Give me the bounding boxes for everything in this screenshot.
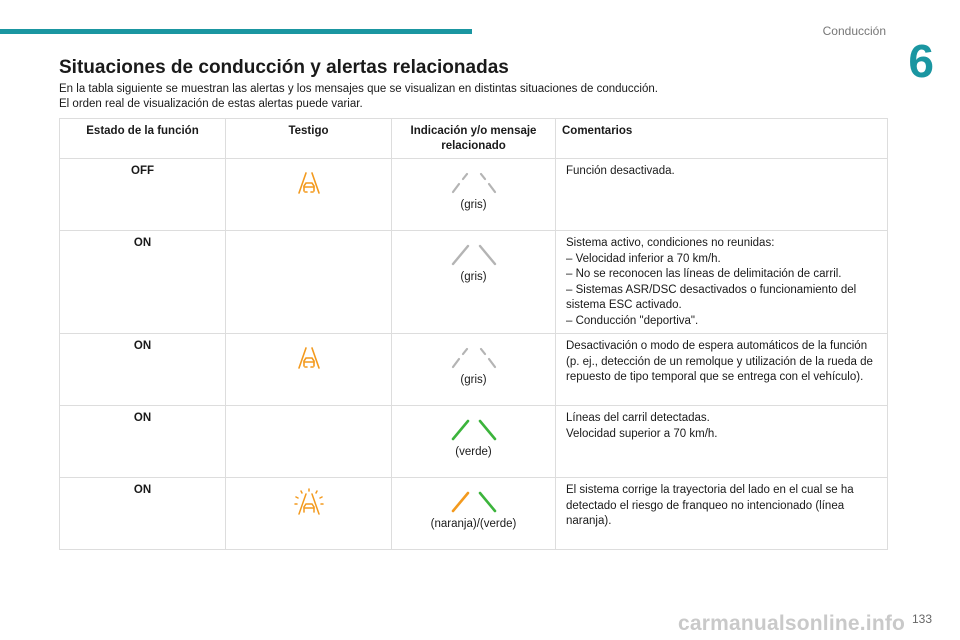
color-label: (gris): [460, 199, 487, 211]
lane-lines-green-icon: [444, 418, 504, 442]
table-row: [60, 231, 888, 334]
testigo-cell: [226, 406, 392, 478]
indicacion-cell: [392, 406, 556, 478]
header-comentarios: Comentarios: [556, 119, 888, 159]
testigo-cell: [226, 231, 392, 334]
color-label: (naranja)/(verde): [430, 518, 517, 530]
alerts-table: [59, 118, 888, 550]
table-row: [60, 159, 888, 231]
testigo-cell: [226, 478, 392, 550]
comment-line: Sistema activo, condiciones no reunidas:: [566, 237, 775, 249]
lane-warning-orange-icon: [295, 169, 323, 197]
table-row: [60, 406, 888, 478]
table-row: [60, 478, 888, 550]
page-title: Situaciones de conducción y alertas relacionadas: [59, 57, 509, 78]
color-label: (gris): [460, 374, 487, 386]
comment-line: El sistema corrige la trayectoria del lado en el cual se ha detectado el riesgo de franqueo no intencionado (línea naranja).: [566, 484, 854, 527]
comment-line: Líneas del carril detectadas.: [566, 412, 710, 424]
comentarios-cell: [556, 478, 888, 550]
comment-line: – Velocidad inferior a 70 km/h.: [566, 252, 721, 265]
estado-cell: ON: [60, 334, 226, 406]
estado-cell: OFF: [60, 159, 226, 231]
table-header-row: [60, 119, 888, 159]
color-label: (gris): [460, 271, 487, 283]
comment-line: – No se reconocen las líneas de delimitación de carril.: [566, 268, 842, 280]
indicacion-cell: [392, 478, 556, 550]
intro-line: El orden real de visualización de estas alertas puede variar.: [59, 98, 363, 110]
estado-cell: ON: [60, 231, 226, 334]
lane-lines-grey-dashed-icon: [444, 346, 504, 370]
intro-line: En la tabla siguiente se muestran las alertas y los mensajes que se visualizan en distintas situaciones de conducción.: [59, 83, 658, 95]
intro-text: [59, 82, 879, 112]
comentarios-cell: [556, 406, 888, 478]
header-testigo: Testigo: [226, 119, 392, 159]
header-estado: Estado de la función: [60, 119, 226, 159]
lane-lines-grey-dashed-icon: [444, 171, 504, 195]
comment-line: Desactivación o modo de espera automáticos de la función (p. ej., detección de un remolque y utilización de la rueda de repuesto de tipo temporal que se entrega con el vehículo).: [566, 340, 873, 383]
indicacion-cell: [392, 334, 556, 406]
chapter-number: 6: [908, 35, 934, 87]
color-label: (verde): [455, 446, 492, 458]
comment-line: – Conducción "deportiva".: [566, 314, 699, 327]
testigo-cell: [226, 334, 392, 406]
comentarios-cell: [556, 159, 888, 231]
comment-line: – Sistemas ASR/DSC desactivados o funcionamiento del sistema ESC activado.: [566, 283, 857, 311]
indicacion-cell: [392, 159, 556, 231]
chapter-accent-bar: [0, 29, 472, 34]
lane-lines-orange-green-icon: [444, 490, 504, 514]
lane-correction-orange-icon: [293, 488, 325, 518]
estado-cell: ON: [60, 478, 226, 550]
comment-line: Función desactivada.: [566, 165, 675, 177]
lane-warning-orange-icon: [295, 344, 323, 372]
watermark: carmanualsonline.info: [678, 612, 906, 635]
section-name: Conducción: [822, 24, 886, 38]
header-indicacion: Indicación y/o mensaje relacionado: [392, 119, 556, 159]
table-row: [60, 334, 888, 406]
estado-cell: ON: [60, 406, 226, 478]
testigo-cell: [226, 159, 392, 231]
page-number: 133: [911, 612, 932, 626]
indicacion-cell: [392, 231, 556, 334]
comment-line: Velocidad superior a 70 km/h.: [566, 427, 718, 440]
lane-lines-grey-solid-icon: [444, 243, 504, 267]
comentarios-cell: [556, 231, 888, 334]
comentarios-cell: [556, 334, 888, 406]
